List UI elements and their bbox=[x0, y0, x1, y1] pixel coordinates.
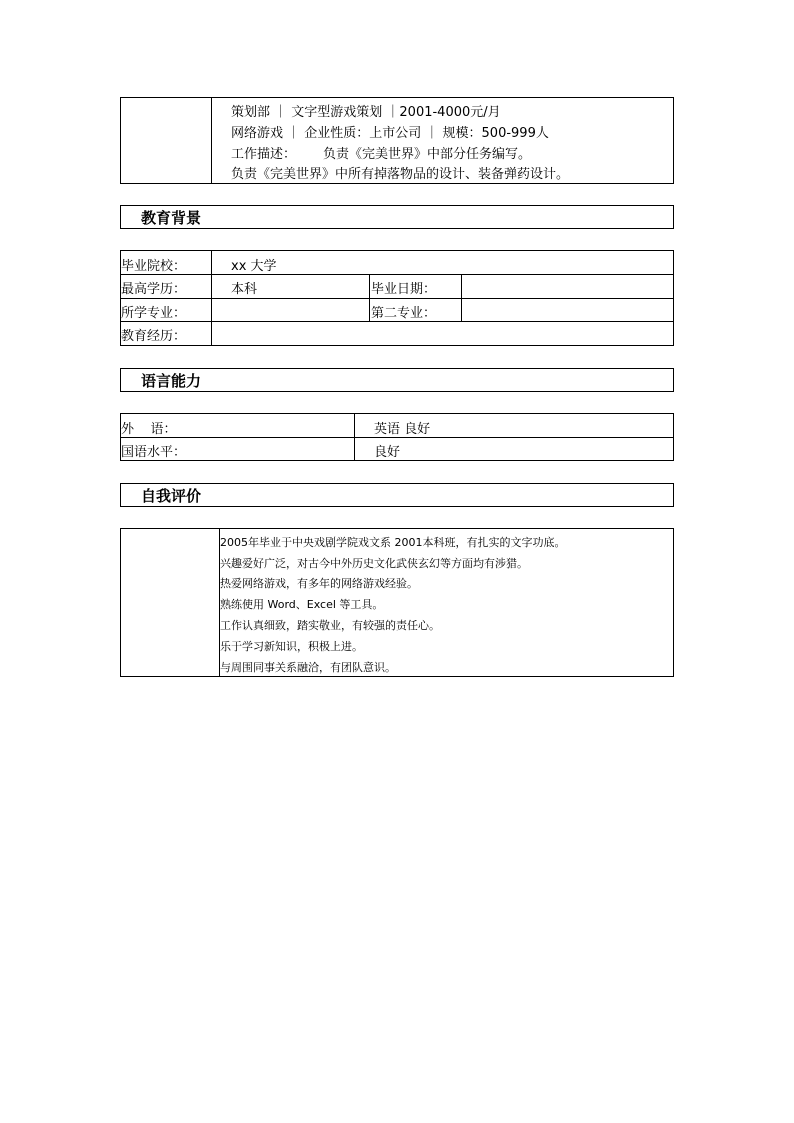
self-eval-line: 熟练使用 Word、Excel 等工具。 bbox=[220, 598, 384, 611]
school-label: 毕业院校： bbox=[121, 259, 187, 274]
language-heading-bar bbox=[120, 368, 674, 392]
column-divider bbox=[211, 251, 212, 345]
job-line-company: 网络游戏 ｜ 企业性质：上市公司 ｜ 规模：500-999人 bbox=[231, 126, 549, 141]
grad-date-label: 毕业日期： bbox=[371, 282, 437, 297]
row-divider bbox=[121, 298, 673, 299]
self-eval-heading-bar bbox=[120, 483, 674, 507]
major-label: 所学专业： bbox=[121, 306, 187, 321]
education-heading-bar bbox=[120, 205, 674, 229]
column-divider bbox=[369, 274, 370, 322]
row-divider bbox=[121, 437, 673, 438]
column-divider bbox=[461, 274, 462, 322]
education-table bbox=[120, 250, 674, 346]
education-heading: 教育背景 bbox=[141, 209, 202, 227]
self-eval-block bbox=[120, 528, 674, 677]
self-eval-line: 兴趣爱好广泛，对古今中外历史文化武侠玄幻等方面均有涉猎。 bbox=[220, 557, 528, 570]
column-divider bbox=[211, 98, 212, 183]
self-eval-line: 工作认真细致，踏实敬业，有较强的责任心。 bbox=[220, 619, 440, 632]
column-divider bbox=[354, 414, 355, 460]
language-heading: 语言能力 bbox=[141, 372, 202, 390]
degree-value: 本科 bbox=[231, 282, 258, 297]
mandarin-label: 国语水平： bbox=[121, 445, 187, 460]
job-line-department: 策划部 ｜ 文字型游戏策划 ｜2001-4000元/月 bbox=[231, 105, 501, 120]
mandarin-value: 良好 bbox=[374, 445, 401, 460]
row-divider bbox=[121, 274, 673, 275]
second-major-label: 第二专业： bbox=[371, 306, 437, 321]
degree-label: 最高学历： bbox=[121, 282, 187, 297]
self-eval-heading: 自我评价 bbox=[141, 487, 202, 505]
language-table bbox=[120, 413, 674, 461]
self-eval-line: 热爱网络游戏，有多年的网络游戏经验。 bbox=[220, 577, 418, 590]
job-description-label: 工作描述： bbox=[231, 147, 297, 162]
job-block bbox=[120, 97, 674, 184]
job-description-text: 负责《完美世界》中部分任务编写。 bbox=[323, 147, 532, 162]
education-history-label: 教育经历： bbox=[121, 329, 187, 344]
self-eval-line: 乐于学习新知识，积极上进。 bbox=[220, 640, 363, 653]
self-eval-line: 2005年毕业于中央戏剧学院戏文系 2001本科班，有扎实的文字功底。 bbox=[220, 536, 566, 549]
row-divider bbox=[121, 321, 673, 322]
foreign-language-value: 英语 良好 bbox=[374, 422, 431, 437]
school-value: xx 大学 bbox=[231, 259, 277, 274]
job-line-description-2: 负责《完美世界》中所有掉落物品的设计、装备弹药设计。 bbox=[231, 167, 570, 182]
foreign-language-label: 外 语： bbox=[121, 422, 177, 437]
self-eval-line: 与周围同事关系融洽，有团队意识。 bbox=[220, 661, 396, 674]
